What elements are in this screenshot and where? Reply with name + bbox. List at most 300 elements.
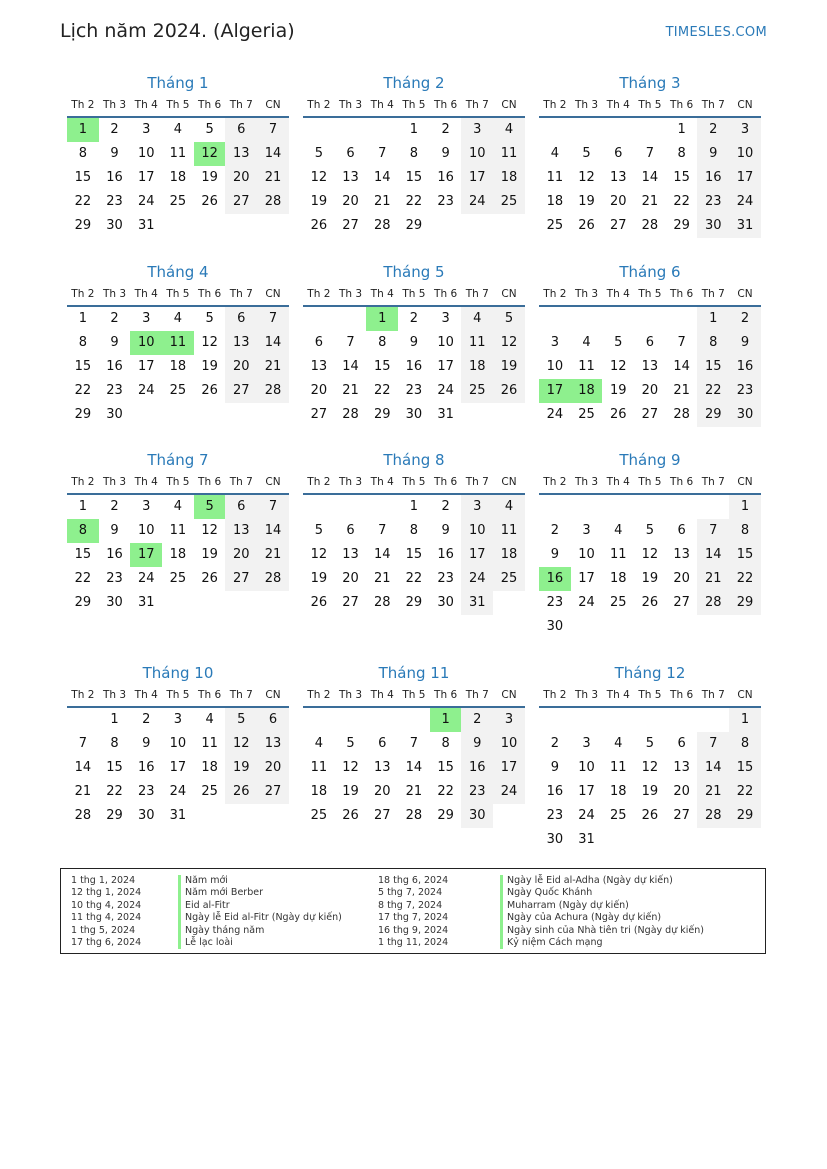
day-grid	[303, 495, 525, 615]
day-cell: 5	[314, 523, 323, 538]
weekday-label: Th 5	[166, 99, 190, 111]
empty-cell	[303, 495, 335, 519]
legend-names-1	[178, 875, 342, 949]
empty-cell	[571, 307, 603, 331]
day-cell: 4	[173, 499, 183, 514]
day-cell: 13	[641, 359, 659, 374]
day-cell: 29	[405, 218, 423, 233]
weekday-label: Th 5	[638, 288, 662, 300]
day-cell: 23	[697, 190, 729, 214]
weekday-header	[67, 684, 289, 708]
day-cell: 16	[546, 784, 564, 799]
day-cell: 31	[729, 214, 761, 238]
day-cell: 17	[493, 756, 525, 780]
weekday-label: Th 7	[229, 689, 253, 701]
day-cell: 8	[697, 331, 729, 355]
day-cell: 26	[641, 808, 659, 823]
day-cell: 3	[142, 311, 151, 326]
empty-cell	[225, 591, 257, 615]
legend-holiday-name: Ngày lễ Eid al-Adha (Ngày dự kiến)	[500, 875, 704, 887]
empty-cell	[257, 591, 289, 615]
month-block	[303, 72, 525, 238]
month-title: Tháng 10	[142, 664, 214, 682]
day-cell: 8	[729, 519, 761, 543]
day-cell: 27	[641, 407, 659, 422]
day-cell: 8	[378, 335, 387, 350]
month-title: Tháng 8	[383, 451, 445, 469]
day-cell: 14	[697, 543, 729, 567]
weekday-label: Th 2	[543, 288, 567, 300]
weekday-label: Th 7	[465, 288, 489, 300]
day-cell: 28	[405, 808, 423, 823]
day-cell: 31	[437, 407, 454, 422]
day-cell: 19	[225, 756, 257, 780]
empty-cell	[697, 828, 729, 852]
weekday-label: Th 3	[574, 689, 599, 701]
empty-cell	[493, 591, 525, 615]
weekday-header	[67, 471, 289, 495]
day-cell: 2	[409, 311, 419, 326]
day-cell: 15	[74, 547, 92, 562]
empty-cell	[539, 708, 571, 732]
day-grid	[539, 708, 761, 852]
month-title: Tháng 6	[619, 263, 681, 281]
weekday-label: Th 4	[134, 99, 158, 111]
legend-holiday-name: Năm mới	[178, 875, 342, 887]
weekday-header	[539, 471, 761, 495]
empty-cell	[162, 214, 194, 238]
day-cell: 31	[169, 808, 187, 823]
empty-cell	[602, 495, 634, 519]
day-cell: 14	[373, 547, 391, 562]
day-cell: 21	[673, 383, 690, 398]
day-cell: 27	[225, 190, 257, 214]
weekday-label: CN	[737, 99, 753, 111]
weekday-label: Th 4	[370, 476, 394, 488]
day-cell: 2	[441, 499, 450, 514]
day-cell: 22	[405, 194, 423, 209]
day-cell: 30	[106, 595, 123, 610]
empty-cell	[130, 403, 162, 427]
month-block	[539, 449, 761, 639]
month-title: Tháng 4	[147, 263, 209, 281]
weekday-label: Th 5	[166, 288, 190, 300]
day-cell: 26	[641, 595, 659, 610]
day-cell: 8	[729, 732, 761, 756]
weekday-label: Th 5	[166, 689, 190, 701]
day-cell: 7	[346, 335, 355, 350]
empty-cell	[602, 708, 634, 732]
day-cell: 21	[74, 784, 92, 799]
empty-cell	[634, 615, 666, 639]
day-cell: 14	[257, 519, 289, 543]
weekday-header	[67, 283, 289, 307]
day-cell: 11	[609, 760, 627, 775]
day-cell: 11	[201, 736, 218, 751]
day-cell: 15	[74, 359, 92, 374]
day-cell: 16	[461, 756, 493, 780]
day-cell: 10	[169, 736, 187, 751]
day-cell: 2	[729, 307, 761, 331]
empty-cell	[634, 708, 666, 732]
weekday-header	[303, 471, 525, 495]
page-title: Lịch năm 2024. (Algeria)	[60, 20, 295, 42]
day-cell: 20	[225, 355, 257, 379]
legend-holiday-name: Ngày lễ Eid al-Fitr (Ngày dự kiến)	[178, 912, 342, 924]
weekday-label: Th 6	[434, 288, 458, 300]
day-cell: 20	[673, 571, 690, 586]
day-cell: 18	[310, 784, 328, 799]
weekday-header	[303, 94, 525, 118]
weekday-label: Th 3	[338, 689, 363, 701]
weekday-header	[539, 283, 761, 307]
day-cell: 17	[578, 784, 595, 799]
weekday-label: Th 6	[670, 288, 694, 300]
brand-logo[interactable]: TIMESLES.COM	[665, 25, 767, 40]
day-cell: 15	[673, 170, 690, 185]
day-cell: 18	[169, 547, 187, 562]
day-cell: 5	[205, 122, 214, 137]
day-cell: 6	[225, 307, 257, 331]
empty-cell	[257, 214, 289, 238]
weekday-label: Th 4	[134, 288, 158, 300]
day-cell: 7	[78, 736, 87, 751]
legend-date: 1 thg 5, 2024	[71, 924, 136, 936]
empty-cell	[729, 828, 761, 852]
day-cell: 21	[697, 780, 729, 804]
day-cell: 3	[582, 523, 591, 538]
day-cell: 29	[405, 595, 423, 610]
day-cell: 18	[201, 760, 218, 775]
day-cell: 1	[409, 122, 419, 137]
day-cell: 25	[609, 595, 627, 610]
weekday-label: Th 2	[307, 288, 331, 300]
empty-cell	[697, 708, 729, 732]
day-cell: 18	[169, 359, 187, 374]
day-cell: 6	[225, 118, 257, 142]
day-cell: 9	[729, 331, 761, 355]
day-cell: 28	[257, 190, 289, 214]
empty-cell	[493, 804, 525, 828]
legend-holiday-name: Ngày của Achura (Ngày dự kiến)	[500, 912, 704, 924]
day-cell: 31	[137, 595, 155, 610]
day-cell: 23	[106, 383, 123, 398]
day-cell: 13	[342, 170, 359, 185]
weekday-label: Th 2	[71, 689, 95, 701]
day-cell: 13	[673, 547, 690, 562]
month-block	[539, 72, 761, 238]
holiday-day-cell: 1	[67, 118, 99, 142]
day-cell: 4	[493, 495, 525, 519]
day-cell: 12	[225, 732, 257, 756]
month-block	[67, 72, 289, 238]
weekday-header	[539, 684, 761, 708]
weekday-label: Th 2	[543, 689, 567, 701]
day-cell: 19	[342, 784, 359, 799]
weekday-label: CN	[265, 288, 281, 300]
day-cell: 15	[729, 756, 761, 780]
holiday-legend	[60, 868, 766, 954]
day-cell: 28	[74, 808, 92, 823]
weekday-label: CN	[737, 476, 753, 488]
weekday-label: Th 2	[543, 99, 567, 111]
legend-date: 1 thg 11, 2024	[378, 936, 449, 948]
day-cell: 30	[729, 403, 761, 427]
day-cell: 11	[609, 547, 627, 562]
day-cell: 5	[225, 708, 257, 732]
day-cell: 6	[677, 523, 686, 538]
day-cell: 29	[697, 403, 729, 427]
day-cell: 22	[74, 571, 92, 586]
day-cell: 17	[461, 543, 493, 567]
day-cell: 28	[673, 407, 690, 422]
empty-cell	[602, 828, 634, 852]
day-grid	[67, 495, 289, 615]
month-title: Tháng 9	[619, 451, 681, 469]
day-cell: 8	[78, 146, 87, 161]
day-cell: 15	[437, 760, 454, 775]
holiday-day-cell: 18	[571, 379, 603, 403]
weekday-label: Th 4	[606, 99, 630, 111]
empty-cell	[303, 708, 335, 732]
weekday-label: Th 5	[638, 476, 662, 488]
weekday-label: Th 2	[543, 476, 567, 488]
weekday-label: Th 4	[134, 476, 158, 488]
legend-date: 17 thg 6, 2024	[71, 936, 142, 948]
day-cell: 12	[310, 547, 328, 562]
day-cell: 29	[373, 407, 391, 422]
day-cell: 25	[169, 571, 187, 586]
weekday-label: Th 7	[701, 476, 725, 488]
day-cell: 6	[314, 335, 323, 350]
day-cell: 8	[78, 335, 87, 350]
day-cell: 22	[697, 379, 729, 403]
empty-cell	[493, 214, 525, 238]
day-cell: 4	[493, 118, 525, 142]
day-cell: 22	[673, 194, 690, 209]
day-cell: 8	[110, 736, 119, 751]
day-cell: 24	[493, 780, 525, 804]
day-cell: 4	[173, 311, 183, 326]
day-cell: 10	[437, 335, 454, 350]
day-cell: 22	[74, 194, 92, 209]
day-cell: 25	[201, 784, 218, 799]
day-cell: 3	[461, 495, 493, 519]
day-grid	[67, 307, 289, 427]
day-cell: 6	[378, 736, 387, 751]
weekday-label: Th 2	[307, 689, 331, 701]
day-cell: 2	[441, 122, 450, 137]
day-cell: 16	[405, 359, 423, 374]
day-cell: 31	[137, 218, 155, 233]
day-cell: 22	[373, 383, 391, 398]
weekday-label: Th 7	[465, 476, 489, 488]
day-cell: 5	[645, 523, 655, 538]
day-cell: 21	[257, 355, 289, 379]
day-cell: 6	[257, 708, 289, 732]
day-cell: 5	[205, 311, 214, 326]
day-cell: 14	[257, 142, 289, 166]
day-cell: 7	[257, 495, 289, 519]
day-cell: 30	[106, 407, 123, 422]
empty-cell	[571, 118, 603, 142]
day-cell: 27	[225, 567, 257, 591]
day-cell: 11	[310, 760, 328, 775]
empty-cell	[571, 495, 603, 519]
day-cell: 23	[437, 194, 454, 209]
day-cell: 24	[461, 567, 493, 591]
day-cell: 14	[641, 170, 659, 185]
legend-holiday-name: Muharram (Ngày dự kiến)	[500, 900, 704, 912]
legend-date: 10 thg 4, 2024	[71, 899, 142, 911]
day-cell: 24	[437, 383, 454, 398]
weekday-label: Th 5	[166, 476, 190, 488]
day-cell: 26	[201, 194, 218, 209]
day-cell: 23	[405, 383, 423, 398]
day-cell: 22	[74, 383, 92, 398]
day-cell: 20	[225, 166, 257, 190]
day-cell: 26	[225, 780, 257, 804]
day-cell: 18	[609, 571, 627, 586]
day-cell: 16	[106, 359, 123, 374]
day-cell: 6	[614, 146, 623, 161]
holiday-day-cell: 17	[130, 543, 162, 567]
day-cell: 28	[373, 218, 391, 233]
empty-cell	[67, 708, 99, 732]
empty-cell	[366, 495, 398, 519]
day-cell: 11	[578, 359, 595, 374]
day-cell: 25	[546, 218, 564, 233]
legend-names-2	[500, 875, 704, 949]
day-cell: 13	[225, 331, 257, 355]
empty-cell	[634, 118, 666, 142]
day-cell: 15	[405, 547, 423, 562]
day-cell: 28	[342, 407, 359, 422]
day-cell: 28	[257, 379, 289, 403]
empty-cell	[539, 495, 571, 519]
day-cell: 9	[409, 335, 419, 350]
day-cell: 27	[257, 780, 289, 804]
day-cell: 10	[578, 547, 595, 562]
day-cell: 25	[461, 379, 493, 403]
day-cell: 18	[493, 543, 525, 567]
weekday-label: Th 6	[670, 689, 694, 701]
day-cell: 20	[609, 194, 627, 209]
day-cell: 8	[441, 736, 450, 751]
day-cell: 20	[342, 571, 359, 586]
month-block	[303, 449, 525, 615]
day-cell: 8	[409, 523, 419, 538]
day-cell: 24	[461, 190, 493, 214]
weekday-label: Th 7	[229, 99, 253, 111]
day-cell: 25	[169, 194, 187, 209]
weekday-label: Th 7	[701, 288, 725, 300]
day-cell: 17	[137, 170, 155, 185]
empty-cell	[461, 403, 493, 427]
day-cell: 9	[110, 146, 119, 161]
day-cell: 21	[257, 166, 289, 190]
day-cell: 26	[201, 571, 218, 586]
day-cell: 5	[645, 736, 655, 751]
day-cell: 30	[697, 214, 729, 238]
day-grid	[67, 708, 289, 828]
day-cell: 6	[225, 495, 257, 519]
day-cell: 28	[373, 595, 391, 610]
day-cell: 14	[697, 756, 729, 780]
month-title: Tháng 3	[619, 74, 681, 92]
month-block	[67, 261, 289, 427]
day-cell: 26	[578, 218, 595, 233]
day-cell: 31	[461, 591, 493, 615]
day-cell: 9	[461, 732, 493, 756]
day-cell: 27	[673, 808, 690, 823]
empty-cell	[162, 591, 194, 615]
day-cell: 9	[697, 142, 729, 166]
day-cell: 24	[137, 383, 155, 398]
empty-cell	[539, 118, 571, 142]
day-cell: 3	[582, 736, 591, 751]
empty-cell	[257, 403, 289, 427]
day-cell: 20	[673, 784, 690, 799]
day-cell: 5	[614, 335, 623, 350]
day-cell: 29	[106, 808, 123, 823]
day-cell: 28	[697, 591, 729, 615]
day-cell: 14	[257, 331, 289, 355]
month-block	[67, 662, 289, 828]
day-cell: 21	[257, 543, 289, 567]
day-cell: 1	[729, 708, 761, 732]
day-cell: 1	[78, 499, 87, 514]
legend-holiday-name: Ngày tháng năm	[178, 925, 342, 937]
day-cell: 18	[546, 194, 564, 209]
weekday-label: Th 7	[465, 689, 489, 701]
weekday-header	[303, 283, 525, 307]
day-cell: 7	[677, 335, 686, 350]
legend-dates-1	[71, 875, 141, 949]
day-cell: 2	[697, 118, 729, 142]
day-cell: 16	[137, 760, 155, 775]
day-cell: 23	[437, 571, 454, 586]
weekday-label: Th 6	[198, 99, 222, 111]
empty-cell	[539, 307, 571, 331]
legend-holiday-name: Ngày sinh của Nhà tiên tri (Ngày dự kiến)	[500, 925, 704, 937]
day-cell: 17	[461, 166, 493, 190]
empty-cell	[571, 708, 603, 732]
day-cell: 10	[461, 142, 493, 166]
weekday-label: CN	[737, 689, 753, 701]
day-cell: 23	[546, 595, 564, 610]
empty-cell	[634, 828, 666, 852]
holiday-day-cell: 5	[194, 495, 226, 519]
weekday-label: Th 5	[402, 689, 426, 701]
day-cell: 19	[310, 571, 328, 586]
empty-cell	[666, 708, 698, 732]
day-cell: 15	[74, 170, 92, 185]
holiday-day-cell: 16	[539, 567, 571, 591]
day-cell: 7	[697, 732, 729, 756]
day-cell: 2	[550, 523, 559, 538]
legend-date: 1 thg 1, 2024	[71, 875, 136, 886]
empty-cell	[666, 307, 698, 331]
day-cell: 15	[405, 170, 423, 185]
legend-date: 12 thg 1, 2024	[71, 887, 142, 899]
weekday-label: Th 6	[434, 476, 458, 488]
weekday-label: Th 6	[198, 689, 222, 701]
day-cell: 19	[578, 194, 595, 209]
day-cell: 16	[437, 547, 454, 562]
day-cell: 22	[729, 567, 761, 591]
weekday-label: Th 2	[71, 99, 95, 111]
